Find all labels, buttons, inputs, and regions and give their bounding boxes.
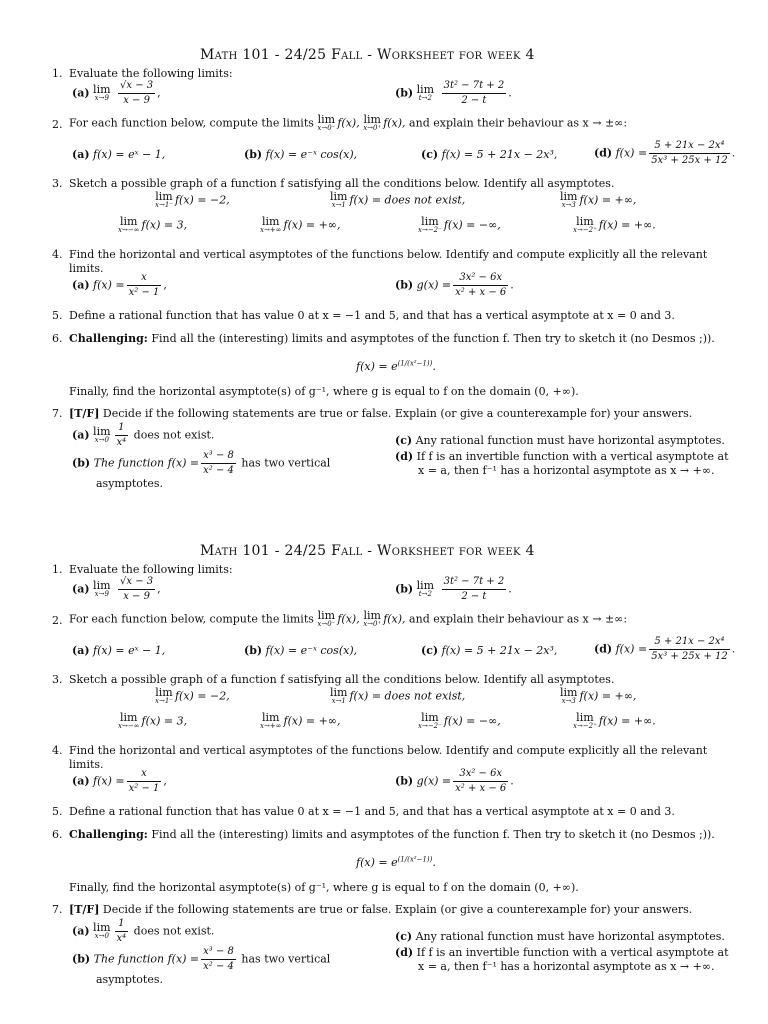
q1b: (b) lim t→2 $\frac{\text{3t² − 7t + 2}}{2 - t}$ . [395,80,512,106]
q3-cond2: lim x→1 f(x) = does not exist, [330,686,466,706]
q2c: (c) f(x) = 5 + 21x − 2x³, [421,148,558,161]
q2-number: 2. [52,614,63,627]
page-title: Math 101 - 24/25 Fall - Worksheet for week 4 [200,47,535,63]
q5-text: Define a rational function that has value 0 at x = −1 and 5, and that has a vertical asymptote at x = 0 and 3. [69,309,675,322]
q2d-fraction: $\frac{\text{5 + 21x − 2x⁴}}{\text{5x³ + 25x + 12}}$ [651,636,728,662]
q4b: (b) g(x) = $\frac{\text{3x² − 6x}}{\text{x² + x − 6}}$ . [395,272,514,298]
q1a-limit: lim x→9 [93,578,111,599]
q1a-fraction: $\frac{√x - 3}{x - 9}$ [120,80,154,106]
q4b: (b) g(x) = $\frac{\text{3x² − 6x}}{\text{x² + x − 6}}$ . [395,768,514,794]
q7d-line2: x = a, then f⁻¹ has a horizontal asymptote as x → +∞. [418,464,715,477]
q7b-line2: asymptotes. [96,477,164,490]
q3-cond5: lim x→+∞ f(x) = +∞, [260,215,341,235]
q4-text: Find the horizontal and vertical asymptotes of the functions below. Identify and compute explicitly all the relevant limits. [69,744,708,771]
q1a: (a) lim x→9 $\frac{√x - 3}{x - 9}$ , [72,80,161,106]
q3-cond6: lim x→−2⁻ f(x) = −∞, [418,215,501,235]
q3-cond3: lim x→3 f(x) = +∞, [560,686,637,706]
q1a-fraction: $\frac{√x - 3}{x - 9}$ [120,576,154,602]
q7d: (d) If f is an invertible function with a vertical asymptote at [395,946,729,959]
worksheet-copy-2 [0,496,768,992]
page-title: Math 101 - 24/25 Fall - Worksheet for week 4 [200,543,535,559]
q1b-fraction: $\frac{\text{3t² − 7t + 2}}{2 - t}$ [443,576,505,602]
q3-text: Sketch a possible graph of a function f satisfying all the conditions below. Identify all asymptotes. [69,673,615,686]
q3-cond1: lim x→1⁻ f(x) = −2, [155,686,230,706]
q3-cond4: lim x→−∞ f(x) = 3, [118,711,188,731]
q2-lim1: lim x→0⁻ [317,609,336,629]
q2-number: 2. [52,118,63,131]
q1-number: 1. [52,67,63,80]
q7b-line2: asymptotes. [96,973,164,986]
q3-cond1: lim x→1⁻ f(x) = −2, [155,190,230,210]
q4a: (a) f(x) = $\frac{x}{\text{x² − 1}}$ , [72,768,167,794]
q7b: (b) The function f(x) = $\frac{\text{x³ − 8}}{\text{x² − 4}}$ has two vertical [72,946,331,972]
q2-lim2: lim x→0⁺ [363,113,382,133]
q2c: (c) f(x) = 5 + 21x − 2x³, [421,644,558,657]
q7a: (a) lim x→0 $\frac{1}{\text{x⁴}}$ does not exist. [72,918,215,944]
q7c: (c) Any rational function must have horizontal asymptotes. [395,930,725,943]
q2d: (d) f(x) = $\frac{\text{5 + 21x − 2x⁴}}{\text{5x³ + 25x + 12}}$ . [594,636,736,662]
q7a-fraction: $\frac{1}{\text{x⁴}}$ [116,422,127,448]
q4-text: Find the horizontal and vertical asymptotes of the functions below. Identify and compute explicitly all the relevant limits. [69,248,708,275]
q3-number: 3. [52,177,63,190]
q1-number: 1. [52,563,63,576]
worksheet-copy-1 [0,0,768,496]
q6-text: Challenging: Find all the (interesting) limits and asymptotes of the function f. Then try to sketch it (no Desmos ;)). [69,828,715,841]
q3-cond6: lim x→−2⁻ f(x) = −∞, [418,711,501,731]
q5-number: 5. [52,805,63,818]
q1-text: Evaluate the following limits: [69,563,233,576]
q1b-limit: lim t→2 [416,82,435,103]
q7-text: [T/F] Decide if the following statements are true or false. Explain (or give a counterexample for) your answers. [69,407,693,420]
q2b: (b) f(x) = e⁻ˣ cos(x), [244,148,358,161]
q7b-fraction: $\frac{\text{x³ − 8}}{\text{x² − 4}}$ [203,946,234,972]
q4b-fraction: $\frac{\text{3x² − 6x}}{\text{x² + x − 6}}$ [455,768,507,794]
q6-number: 6. [52,332,63,345]
q1b-fraction: $\frac{\text{3t² − 7t + 2}}{2 - t}$ [443,80,505,106]
q1a-label: (a) [72,582,90,596]
q4a-fraction: $\frac{x}{\text{x² − 1}}$ [128,272,160,298]
q7b: (b) The function f(x) = $\frac{\text{x³ − 8}}{\text{x² − 4}}$ has two vertical [72,450,331,476]
q3-cond5: lim x→+∞ f(x) = +∞, [260,711,341,731]
q7b-fraction: $\frac{\text{x³ − 8}}{\text{x² − 4}}$ [203,450,234,476]
q4-number: 4. [52,248,63,261]
q3-cond7: lim x→−2⁺ f(x) = +∞. [573,711,656,731]
q2a: (a) f(x) = eˣ − 1, [72,148,166,161]
q1a: (a) lim x→9 $\frac{√x - 3}{x - 9}$ , [72,576,161,602]
q6-finally: Finally, find the horizontal asymptote(s) of g⁻¹, where g is equal to f on the domain (0, +∞). [69,881,579,894]
q2-text: For each function below, compute the limits lim x→0⁻ f(x), lim x→0⁺ f(x), and explain their behaviour as x → ±∞: [69,609,628,629]
q6-finally: Finally, find the horizontal asymptote(s) of g⁻¹, where g is equal to f on the domain (0, +∞). [69,385,579,398]
q7a: (a) lim x→0 $\frac{1}{\text{x⁴}}$ does not exist. [72,422,215,448]
q3-cond2: lim x→1 f(x) = does not exist, [330,190,466,210]
q2-text: For each function below, compute the limits lim x→0⁻ f(x), lim x→0⁺ f(x), and explain their behaviour as x → ±∞: [69,113,628,133]
q7c: (c) Any rational function must have horizontal asymptotes. [395,434,725,447]
q1b-limit: lim t→2 [416,578,435,599]
q4a: (a) f(x) = $\frac{x}{\text{x² − 1}}$ , [72,272,167,298]
q1b-label: (b) [395,582,414,596]
q2a: (a) f(x) = eˣ − 1, [72,644,166,657]
q3-cond4: lim x→−∞ f(x) = 3, [118,215,188,235]
q7d-line2: x = a, then f⁻¹ has a horizontal asymptote as x → +∞. [418,960,715,973]
q1b-label: (b) [395,86,414,100]
q5-text: Define a rational function that has value 0 at x = −1 and 5, and that has a vertical asymptote at x = 0 and 3. [69,805,675,818]
q4-number: 4. [52,744,63,757]
q2d-fraction: $\frac{\text{5 + 21x − 2x⁴}}{\text{5x³ + 25x + 12}}$ [651,140,728,166]
q1a-label: (a) [72,86,90,100]
q4b-fraction: $\frac{\text{3x² − 6x}}{\text{x² + x − 6}}$ [455,272,507,298]
q2b: (b) f(x) = e⁻ˣ cos(x), [244,644,358,657]
q2d: (d) f(x) = $\frac{\text{5 + 21x − 2x⁴}}{\text{5x³ + 25x + 12}}$ . [594,140,736,166]
q7-number: 7. [52,407,63,420]
q6-text: Challenging: Find all the (interesting) limits and asymptotes of the function f. Then try to sketch it (no Desmos ;)). [69,332,715,345]
q6-formula: $f(x) = e^{(1/(x^2-1))}$. [356,855,436,869]
q1a-limit: lim x→9 [93,82,111,103]
q7-number: 7. [52,903,63,916]
q3-text: Sketch a possible graph of a function f satisfying all the conditions below. Identify all asymptotes. [69,177,615,190]
q7-text: [T/F] Decide if the following statements are true or false. Explain (or give a counterexample for) your answers. [69,903,693,916]
q7a-fraction: $\frac{1}{\text{x⁴}}$ [116,918,127,944]
q6-formula: $f(x) = e^{(1/(x^2-1))}$. [356,359,436,373]
q2-lim2: lim x→0⁺ [363,609,382,629]
q7d: (d) If f is an invertible function with a vertical asymptote at [395,450,729,463]
q6-number: 6. [52,828,63,841]
q5-number: 5. [52,309,63,322]
q3-number: 3. [52,673,63,686]
q1b: (b) lim t→2 $\frac{\text{3t² − 7t + 2}}{2 - t}$ . [395,576,512,602]
q3-cond3: lim x→3 f(x) = +∞, [560,190,637,210]
q4a-fraction: $\frac{x}{\text{x² − 1}}$ [128,768,160,794]
q3-cond7: lim x→−2⁺ f(x) = +∞. [573,215,656,235]
q2-lim1: lim x→0⁻ [317,113,336,133]
q1-text: Evaluate the following limits: [69,67,233,80]
